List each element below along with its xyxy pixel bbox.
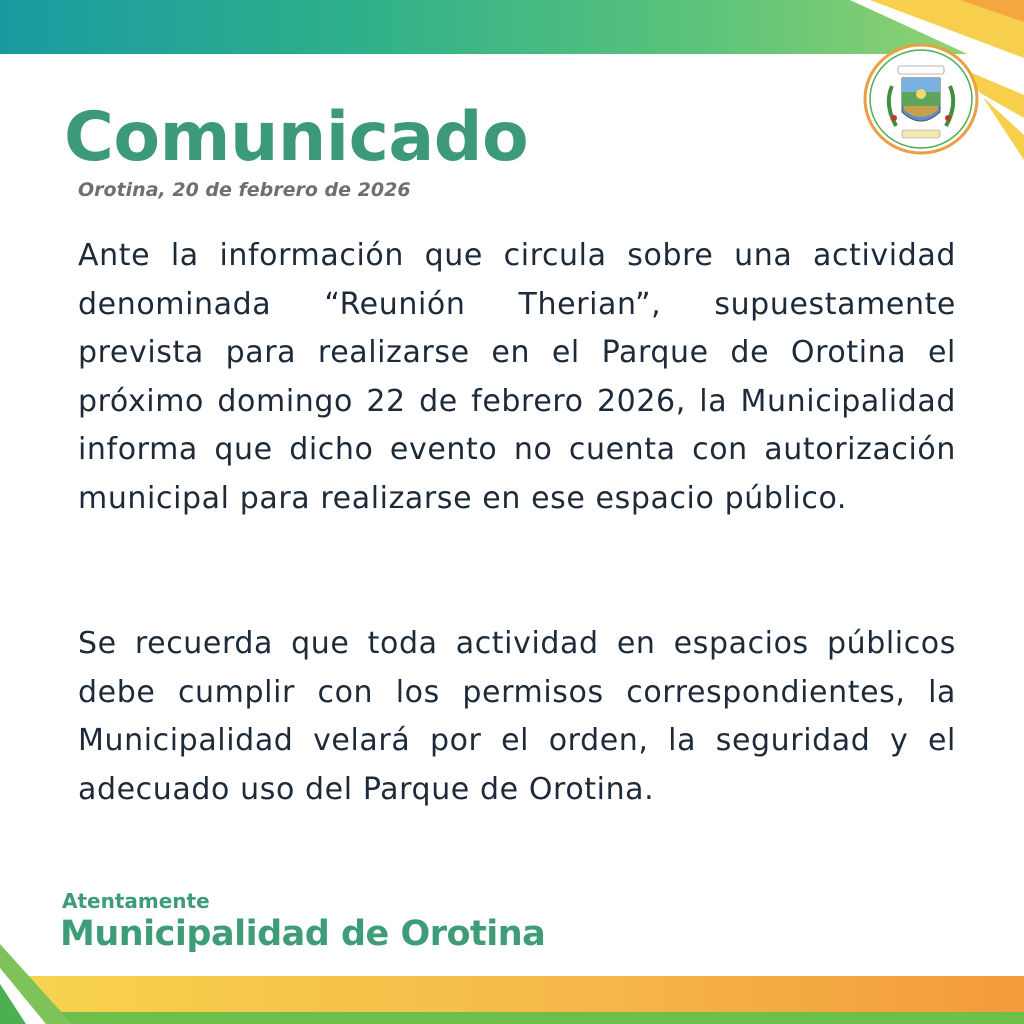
page-title: Comunicado bbox=[64, 98, 529, 177]
document-date: Orotina, 20 de febrero de 2026 bbox=[78, 179, 411, 201]
closing-line: Atentamente bbox=[62, 889, 210, 913]
body-paragraph: Ante la información que circula sobre una actividad denominada “Reunión Therian”, supuestamente prevista para realizarse en el Parque de Orotina el próximo domingo 22 de febrero 2026, la Municipalidad informa que dicho evento no cuenta con autorización municipal para realizarse en ese espacio público. bbox=[78, 238, 956, 516]
signature: Municipalidad de Orotina bbox=[60, 914, 546, 954]
municipal-seal-logo bbox=[862, 42, 980, 156]
body-paragraph: Se recuerda que toda actividad en espacios públicos debe cumplir con los permisos correspondientes, la Municipalidad velará por el orden, la seguridad y el adecuado uso del Parque de Orotina. bbox=[78, 626, 956, 807]
